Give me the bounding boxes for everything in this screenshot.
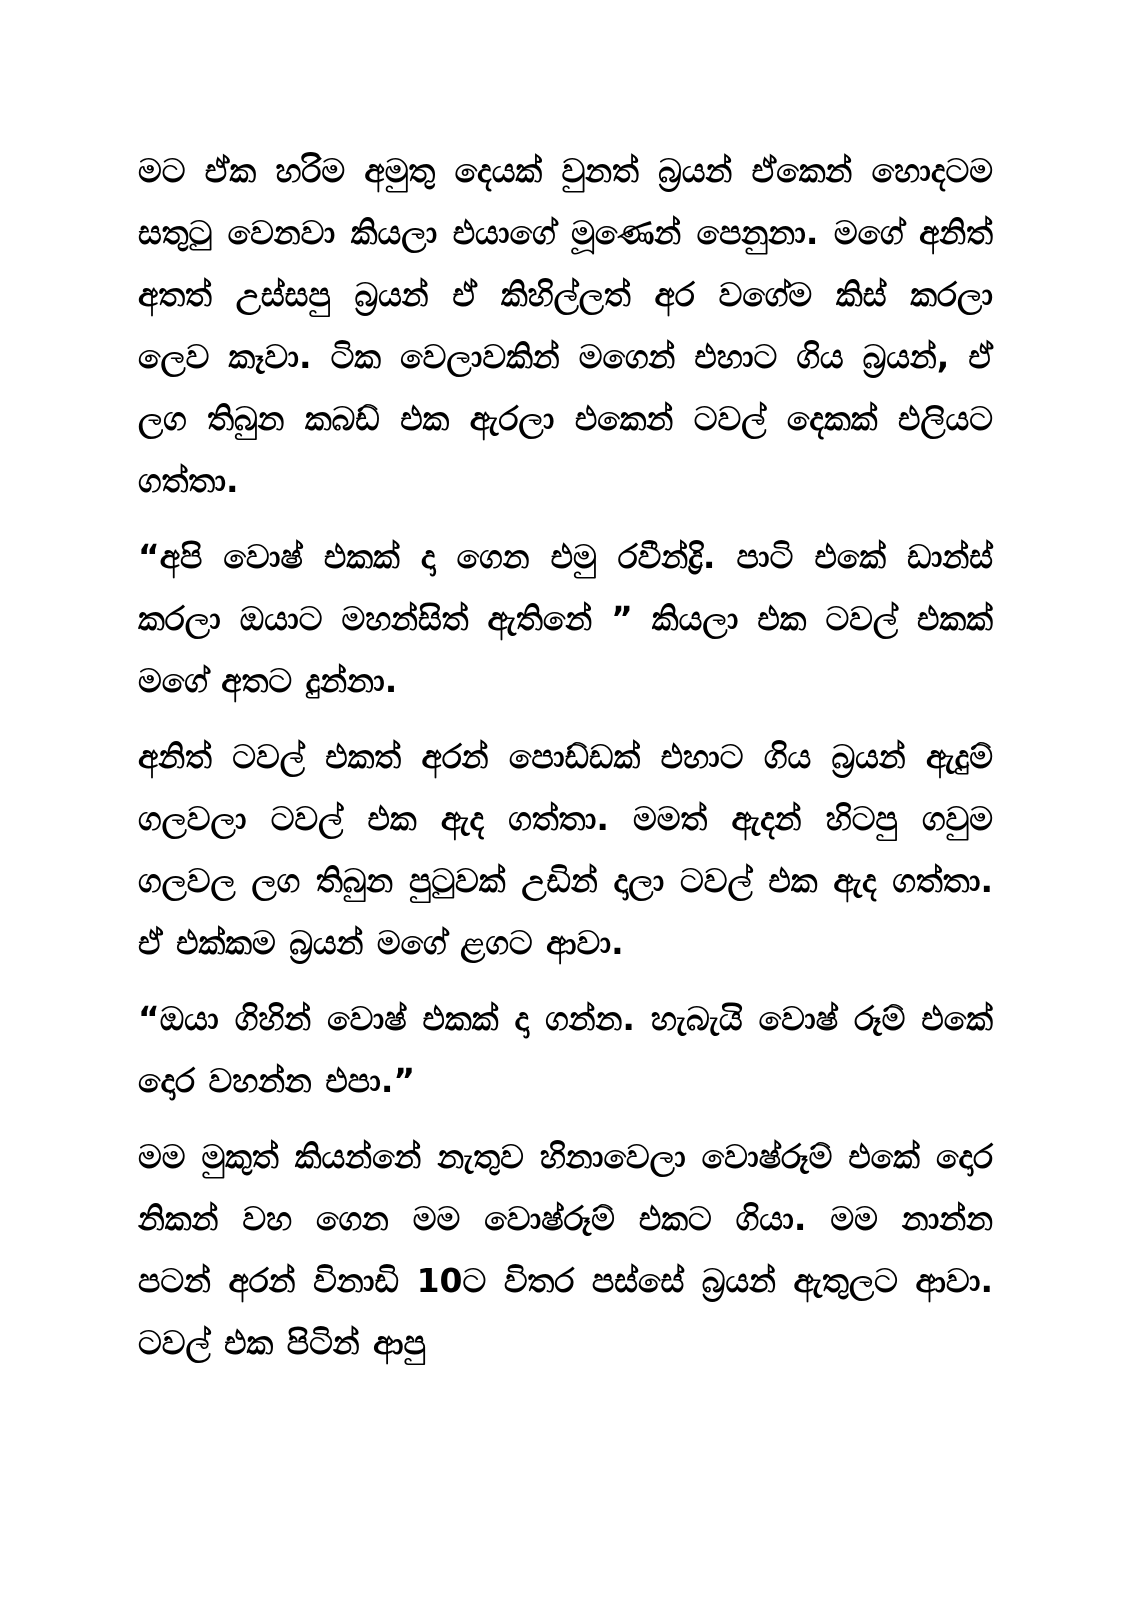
paragraph-4: “ඔයා ගිහින් වොෂ් එකක් දා ගන්න. හැබැයි වොෂ් රූම් එකේ දොර වහන්න එපා.” [138,999,993,1100]
paragraph-5: මම මුකුත් කියන්නේ නැතුව හිනාවෙලා වොෂ්රූම් එකේ දොර නිකන් වහ ගෙන මම වොෂ්රූම් එකට ගියා. මම නාන්න පටන් අරන් විනාඩි 10ට විතර පස්සේ බ්‍රයන් ඇතුලට ආවා. ටවල් එක පිටින් ආපු [138,1137,993,1362]
story-text [138,140,993,1374]
paragraph-2: “අපි වොෂ් එකක් දා ගෙන එමු රවීන්ද්‍රි. පාටි එකේ ඩාන්ස් කරලා ඔයාට මහන්සිත් ඇතිනේ ” කියලා එක ටවල් එකක් මගේ අතට දුන්නා. [138,537,993,700]
paragraph-1: මට ඒක හරිම අමුතු දෙයක් වුනත් බ්‍රයන් ඒකෙන් හොදටම සතුටු වෙනවා කියලා එයාගේ මූණෙන් පෙනුනා. මගේ අනිත් අතත් උස්සපු බ්‍රයන් ඒ කිහිල්ලත් අර වගේම කිස් කරලා ලෙව කෑවා. ටික වෙලාවකින් මගෙන් එහාට ගිය බ්‍රයන්, ඒ ලග තිබුන කබඩ් එක ඇරලා එකෙන් ටවල් දෙකක් එලියට ගත්තා. [138,151,993,500]
paragraph-3: අනිත් ටවල් එකත් අරන් පොඩ්ඩක් එහාට ගිය බ්‍රයන් ඇදුම් ගලවලා ටවල් එක ඇද ගත්තා. මමත් ඇදන් හිටපු ගවුම ගලවල ලග තිබුන පුටුවක් උඩින් දාලා ටවල් එක ඇද ගත්තා. ඒ එක්කම බ්‍රයන් මගේ ළගට ආවා. [138,737,993,962]
